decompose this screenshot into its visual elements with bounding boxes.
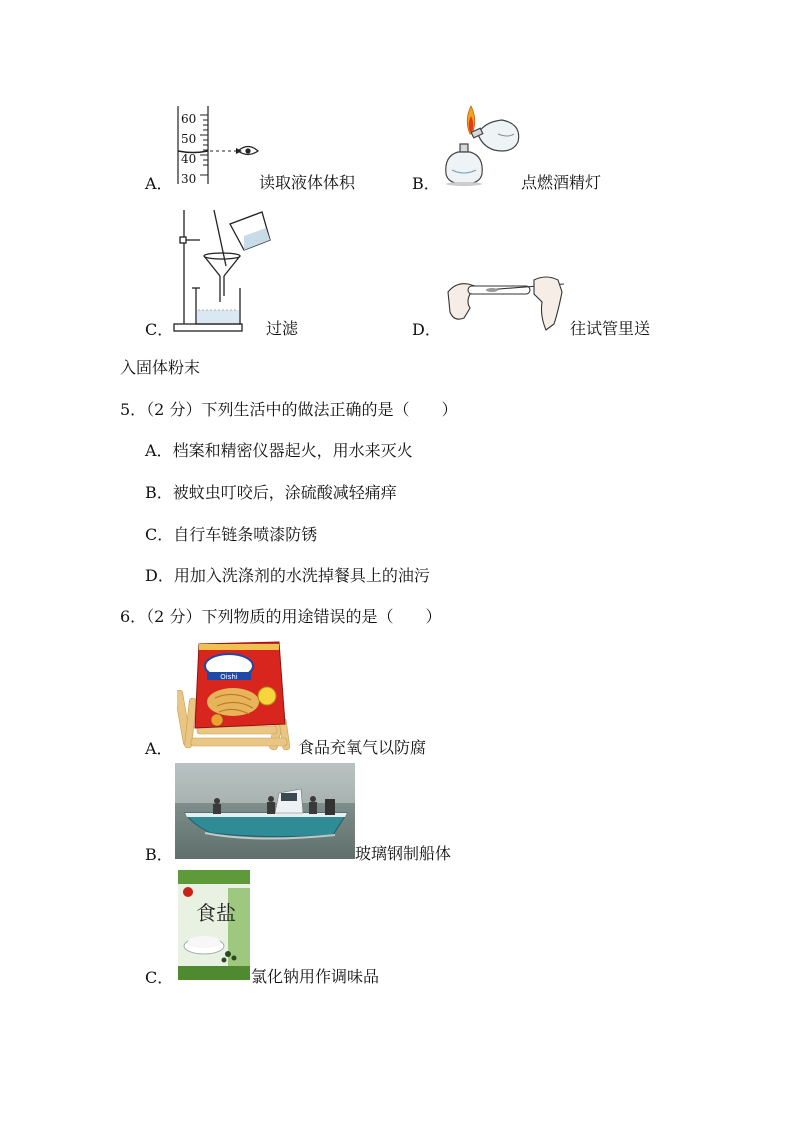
q5-option-a-text: 档案和精密仪器起火，用水来灭火 (172, 441, 413, 460)
q5-option-b-letter: B． (145, 483, 173, 502)
eye-icon (237, 144, 259, 158)
q6-option-a-text: 食品充氧气以防腐 (298, 738, 427, 757)
cylinder-tick-30: 30 (181, 172, 197, 186)
snack-bag-photo (177, 640, 297, 752)
q5-option-a (145, 441, 413, 461)
salt-package-photo (178, 870, 250, 980)
q5-option-c-letter: C． (145, 525, 174, 544)
q5-option-c (145, 525, 317, 545)
cylinder-tick-60: 60 (181, 112, 197, 126)
q5-option-d (145, 566, 430, 586)
q6-stem: 6．（2 分）下列物质的用途错误的是（ ） (120, 607, 442, 626)
q4-option-c-text: 过滤 (266, 319, 299, 338)
q4-option-a-text: 读取液体体积 (259, 173, 356, 192)
q4-option-a-letter: A． (145, 174, 173, 193)
q4-option-b-letter: B． (412, 174, 440, 193)
q5-stem: 5．（2 分）下列生活中的做法正确的是（ ） (120, 400, 458, 419)
q5-option-b-text: 被蚊虫叮咬后，涂硫酸减轻痛痒 (172, 483, 397, 502)
cylinder-tick-50: 50 (181, 132, 197, 146)
snack-brand-text: Oishi (220, 673, 238, 681)
q5-option-d-letter: D． (145, 566, 174, 585)
q4-option-d-letter: D． (412, 320, 441, 339)
q5-option-d-text: 用加入洗涤剂的水洗掉餐具上的油污 (173, 566, 430, 585)
cylinder-tick-40: 40 (181, 152, 197, 166)
q6-option-c-letter: C． (145, 968, 174, 987)
q6-option-c-text: 氯化钠用作调味品 (251, 967, 380, 986)
q5-option-c-text: 自行车链条喷漆防锈 (173, 525, 318, 544)
q6-option-a-letter: A． (145, 739, 173, 758)
q4-option-d-continuation: 入固体粉末 (120, 358, 201, 377)
salt-label-text: 食盐 (196, 901, 236, 925)
q4-option-c-letter: C． (145, 320, 174, 339)
alcohol-lamp-figure (438, 104, 528, 188)
q5-option-a-letter: A． (145, 441, 173, 460)
q6-option-b-text: 玻璃钢制船体 (355, 844, 452, 863)
q6-option-b-letter: B． (145, 845, 173, 864)
q4-option-d-text: 往试管里送 (570, 319, 651, 338)
filtration-apparatus-figure (170, 206, 275, 334)
fiberglass-boat-photo (175, 763, 355, 859)
q4-option-b-text: 点燃酒精灯 (521, 173, 602, 192)
q5-option-b (145, 483, 397, 503)
test-tube-powder-figure (446, 272, 570, 338)
